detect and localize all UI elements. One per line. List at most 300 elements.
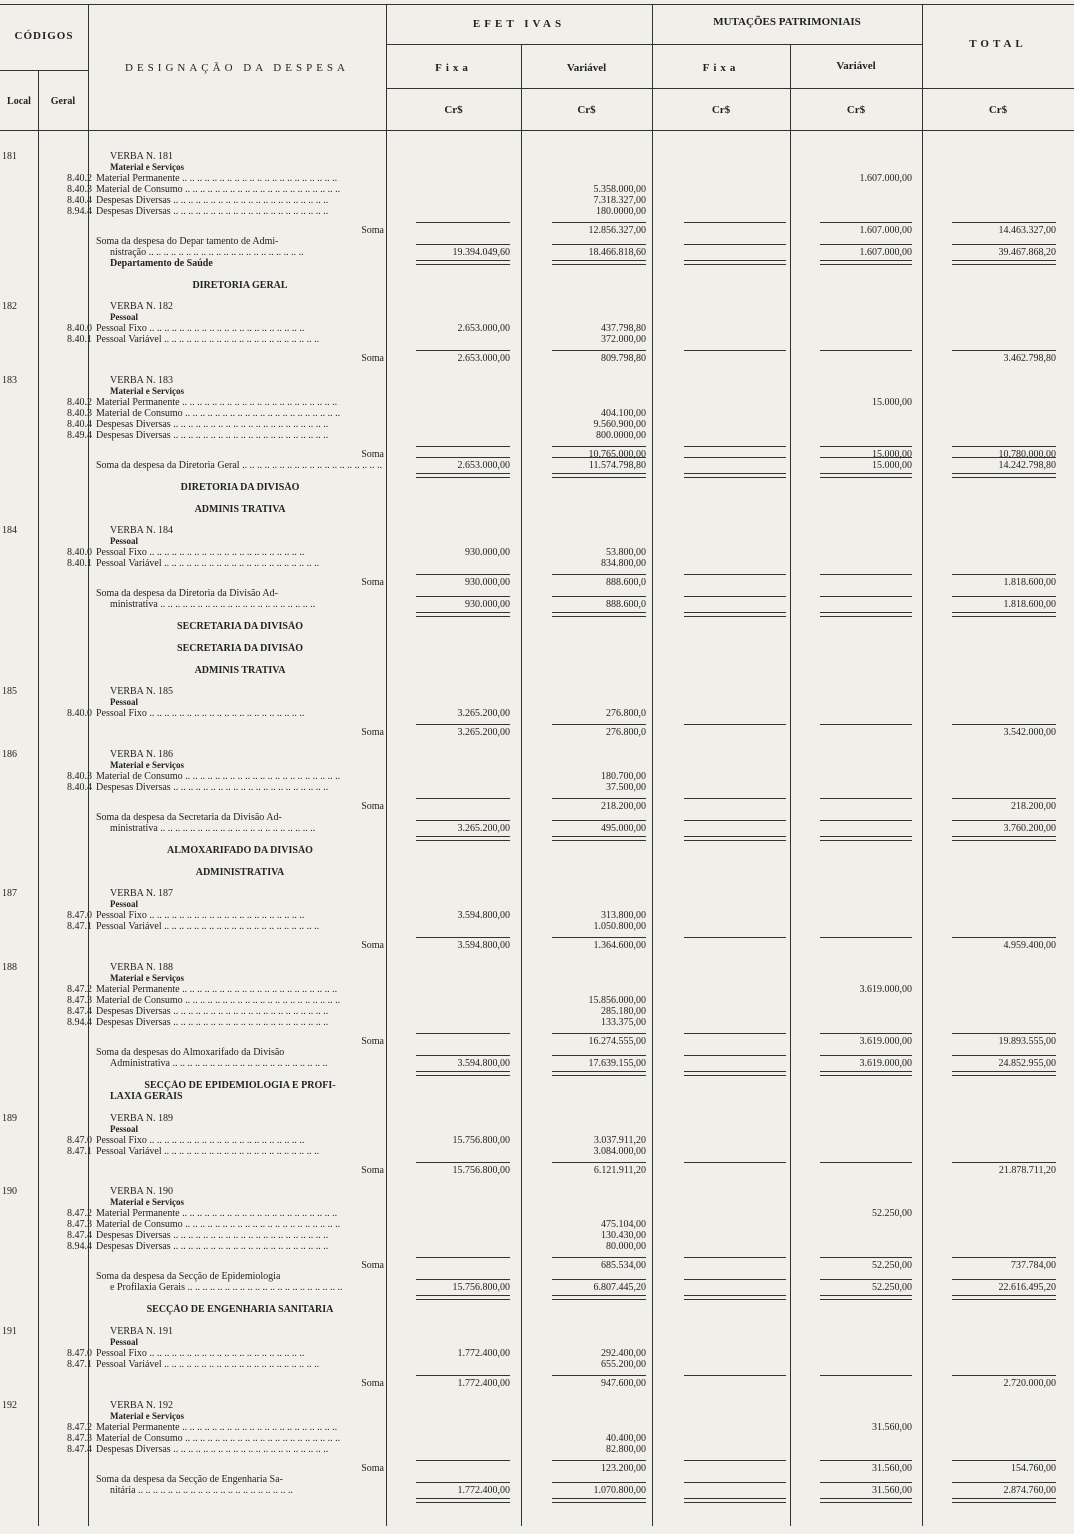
amount-c2: 1.364.600,00 (593, 940, 646, 951)
amount-c5: 19.893.555,00 (998, 1036, 1056, 1047)
sum-rule (952, 798, 1056, 799)
row-description: VERBA N. 185 (110, 686, 174, 697)
table-row (0, 599, 1074, 610)
row-description: Material e Serviços (110, 386, 184, 396)
row-description: DIRETORIA GERAL (192, 280, 288, 291)
table-row (0, 1091, 1074, 1102)
currency-c5: Cr$ (988, 104, 1008, 116)
table-row (0, 460, 1074, 471)
amount-c2: 285.180,00 (601, 1006, 646, 1017)
geral-code: 8.40.4 (67, 782, 92, 793)
row-description: Pessoal Fixo .. .. (96, 323, 384, 334)
amount-c2: 11.574.798,80 (588, 460, 646, 471)
table-row (0, 1036, 1074, 1047)
row-description: Soma (361, 449, 384, 460)
sum-rule (416, 1460, 510, 1461)
row-description: nistração .. .. (96, 247, 398, 258)
amount-c2: 180.0000,00 (596, 206, 646, 217)
sum-rule (820, 1460, 912, 1461)
geral-code: 8.40.2 (67, 397, 92, 408)
row-description: ministrativa .. .. (96, 599, 398, 610)
row-description: Soma (361, 353, 384, 364)
row-description: Material de Consumo .. .. (96, 408, 384, 419)
table-row (0, 375, 1074, 386)
amount-c4: 52.250,00 (872, 1260, 912, 1271)
amount-c4: 31.560,00 (872, 1485, 912, 1496)
row-description: VERBA N. 183 (110, 375, 174, 386)
sum-rule (684, 1257, 786, 1258)
amount-c1: 1.772.400,00 (457, 1348, 510, 1359)
row-description: Pessoal Fixo .. .. (96, 910, 384, 921)
geral-code: 8.40.1 (67, 558, 92, 569)
row-description: Soma da despesas do Almoxarifado da Divisão (96, 1047, 285, 1058)
row-description: Material de Consumo .. .. (96, 184, 384, 195)
row-description: Pessoal (110, 697, 138, 707)
amount-c2: 947.600,00 (601, 1378, 646, 1389)
amount-c2: 12.856.327,00 (588, 225, 646, 236)
amount-c2: 40.400,00 (606, 1433, 646, 1444)
sum-rule (416, 1055, 510, 1056)
table-row (0, 1260, 1074, 1271)
row-description: Material Permanente .. .. (96, 397, 384, 408)
sum-rule (952, 1460, 1056, 1461)
sum-rule (552, 574, 646, 575)
amount-c2: 18.466.818,60 (588, 247, 646, 258)
header-efetivas: EFET IVAS (472, 18, 566, 30)
local-code: 192 (2, 1400, 17, 1411)
total-rule (416, 1498, 510, 1503)
row-description: VERBA N. 187 (110, 888, 174, 899)
amount-c4: 3.619.000,00 (859, 1058, 912, 1069)
table-row (0, 301, 1074, 312)
geral-code: 8.40.1 (67, 334, 92, 345)
sum-rule (684, 1055, 786, 1056)
sum-rule (820, 446, 912, 447)
amount-c2: 180.700,00 (601, 771, 646, 782)
sum-rule (552, 1375, 646, 1376)
table-row (0, 1463, 1074, 1474)
row-description: Material e Serviços (110, 1411, 184, 1421)
sum-rule (416, 574, 510, 575)
row-description: Despesas Diversas .. .. (96, 1241, 384, 1252)
amount-c2: 218.200,00 (601, 801, 646, 812)
geral-code: 8.47.4 (67, 1006, 92, 1017)
table-row (0, 1444, 1074, 1455)
table-row (0, 419, 1074, 430)
table-row (0, 547, 1074, 558)
header-divider-codigos (0, 70, 88, 71)
row-description: Despesas Diversas .. .. (96, 1444, 384, 1455)
total-rule (416, 836, 510, 841)
geral-code: 8.47.1 (67, 921, 92, 932)
table-row (0, 449, 1074, 460)
amount-c2: 888.600,0 (606, 577, 646, 588)
row-description: VERBA N. 182 (110, 301, 174, 312)
amount-c2: 15.856.000,00 (588, 995, 646, 1006)
table-row (0, 258, 1074, 269)
sum-rule (952, 820, 1056, 821)
sum-rule (684, 446, 786, 447)
row-description: Despesas Diversas .. .. (96, 782, 384, 793)
local-code: 182 (2, 301, 17, 312)
row-description: VERBA N. 186 (110, 749, 174, 760)
amount-c1: 3.265.200,00 (457, 823, 510, 834)
amount-c2: 133.375,00 (601, 1017, 646, 1028)
total-rule (952, 1071, 1056, 1076)
sum-rule (552, 820, 646, 821)
amount-c2: 276.800,0 (606, 727, 646, 738)
table-row (0, 1474, 1074, 1485)
table-row (0, 1282, 1074, 1293)
geral-code: 8.94.4 (67, 1241, 92, 1252)
row-description: VERBA N. 184 (110, 525, 174, 536)
table-row (0, 1146, 1074, 1157)
sum-rule (552, 1482, 646, 1483)
sum-rule (684, 457, 786, 458)
row-description: Soma da despesa da Secção de Engenharia Sa- (96, 1474, 283, 1485)
table-row (0, 1337, 1074, 1348)
geral-code: 8.47.0 (67, 1135, 92, 1146)
sum-rule (952, 1162, 1056, 1163)
amount-c1: 2.653.000,00 (457, 460, 510, 471)
amount-c2: 372.000,00 (601, 334, 646, 345)
sum-rule (820, 937, 912, 938)
sum-rule (684, 1033, 786, 1034)
sum-rule (952, 1482, 1056, 1483)
top-border (0, 4, 1074, 5)
row-description: ministrativa .. .. (96, 823, 398, 834)
total-rule (416, 1071, 510, 1076)
amount-c2: 6.121.911,20 (593, 1165, 646, 1176)
header-variavel-mutacoes: Variável (836, 60, 876, 72)
amount-c2: 888.600,0 (606, 599, 646, 610)
amount-c2: 6.807.445,20 (593, 1282, 646, 1293)
table-row (0, 1017, 1074, 1028)
table-row (0, 280, 1074, 291)
total-rule (820, 836, 912, 841)
row-description: DIRETORIA DA DIVISÃO (180, 482, 300, 493)
table-row (0, 1271, 1074, 1282)
table-row (0, 577, 1074, 588)
total-rule (684, 1295, 786, 1300)
table-row (0, 353, 1074, 364)
sum-rule (416, 724, 510, 725)
total-rule (684, 612, 786, 617)
amount-c1: 930.000,00 (465, 599, 510, 610)
total-rule (820, 1071, 912, 1076)
row-description: Material de Consumo .. .. (96, 995, 384, 1006)
sum-rule (952, 574, 1056, 575)
table-row (0, 1165, 1074, 1176)
sum-rule (552, 798, 646, 799)
row-description: Pessoal Variável .. .. (96, 1146, 384, 1157)
sum-rule (684, 1375, 786, 1376)
amount-c1: 15.756.800,00 (452, 1165, 510, 1176)
row-description: Pessoal (110, 536, 138, 546)
local-code: 189 (2, 1113, 17, 1124)
amount-c1: 15.756.800,00 (452, 1135, 510, 1146)
table-row (0, 408, 1074, 419)
amount-c5: 4.959.400,00 (1003, 940, 1056, 951)
sum-rule (820, 1162, 912, 1163)
table-row (0, 1208, 1074, 1219)
table-row (0, 1304, 1074, 1315)
sum-rule (552, 1279, 646, 1280)
geral-code: 8.40.4 (67, 419, 92, 430)
row-description: Soma (361, 727, 384, 738)
table-row (0, 1047, 1074, 1058)
sum-rule (416, 1257, 510, 1258)
row-description: Despesas Diversas .. .. (96, 206, 384, 217)
amount-c2: 53.800,00 (606, 547, 646, 558)
currency-c1: Cr$ (444, 104, 463, 116)
geral-code: 8.40.2 (67, 173, 92, 184)
row-description: Material e Serviços (110, 1197, 184, 1207)
row-description: SECRETARIA DA DIVISÃO (177, 643, 303, 654)
geral-code: 8.47.2 (67, 1422, 92, 1433)
row-description: Soma da despesa da Diretoria da Divisão Ad- (96, 588, 278, 599)
amount-c2: 276.800,0 (606, 708, 646, 719)
geral-code: 8.40.4 (67, 195, 92, 206)
geral-code: 8.47.3 (67, 1219, 92, 1230)
total-rule (416, 612, 510, 617)
sum-rule (416, 446, 510, 447)
table-row (0, 1326, 1074, 1337)
amount-c4: 15.000,00 (872, 397, 912, 408)
table-row (0, 771, 1074, 782)
table-row (0, 1186, 1074, 1197)
total-rule (684, 836, 786, 841)
sum-rule (820, 1482, 912, 1483)
amount-c5: 3.760.200,00 (1003, 823, 1056, 834)
row-description: Soma da despesa da Diretoria Geral .. .. (96, 460, 384, 471)
amount-c2: 3.037.911,20 (593, 1135, 646, 1146)
table-row (0, 686, 1074, 697)
amount-c2: 17.639.155,00 (588, 1058, 646, 1069)
amount-c5: 14.242.798,80 (998, 460, 1056, 471)
table-row (0, 899, 1074, 910)
amount-c5: 10.780.000,00 (998, 449, 1056, 460)
geral-code: 8.49.4 (67, 430, 92, 441)
table-row (0, 1124, 1074, 1135)
row-description: Soma (361, 1378, 384, 1389)
row-description: VERBA N. 190 (110, 1186, 174, 1197)
sum-rule (684, 1460, 786, 1461)
row-description: Pessoal Fixo .. .. (96, 547, 384, 558)
sum-rule (552, 350, 646, 351)
geral-code: 8.94.4 (67, 1017, 92, 1028)
sum-rule (416, 820, 510, 821)
amount-c2: 5.358.000,00 (593, 184, 646, 195)
amount-c1: 3.594.800,00 (457, 910, 510, 921)
row-description: ADMINIS TRATIVA (194, 665, 286, 676)
row-description: Pessoal Fixo .. .. (96, 1135, 384, 1146)
row-description: Administrativa .. .. (96, 1058, 398, 1069)
sum-rule (820, 457, 912, 458)
amount-c2: 130.430,00 (601, 1230, 646, 1241)
table-row (0, 323, 1074, 334)
row-description: Despesas Diversas .. .. (96, 430, 384, 441)
sum-rule (820, 1033, 912, 1034)
total-rule (552, 1071, 646, 1076)
amount-c5: 737.784,00 (1011, 1260, 1056, 1271)
sum-rule (416, 222, 510, 223)
amount-c4: 15.000,00 (872, 449, 912, 460)
total-rule (552, 1295, 646, 1300)
total-rule (552, 836, 646, 841)
amount-c5: 1.818.600,00 (1003, 599, 1056, 610)
row-description: Soma (361, 577, 384, 588)
sum-rule (820, 574, 912, 575)
total-rule (820, 473, 912, 478)
total-rule (552, 1498, 646, 1503)
table-row (0, 973, 1074, 984)
row-description: Despesas Diversas .. .. (96, 1230, 384, 1241)
row-description: Material e Serviços (110, 973, 184, 983)
amount-c4: 31.560,00 (872, 1463, 912, 1474)
geral-code: 8.40.3 (67, 184, 92, 195)
total-rule (820, 1498, 912, 1503)
table-row (0, 1058, 1074, 1069)
amount-c4: 1.607.000,00 (859, 247, 912, 258)
sum-rule (952, 244, 1056, 245)
amount-c4: 1.607.000,00 (859, 225, 912, 236)
row-description: Material de Consumo .. .. (96, 1219, 384, 1230)
sum-rule (684, 222, 786, 223)
sum-rule (820, 350, 912, 351)
amount-c2: 685.534,00 (601, 1260, 646, 1271)
currency-c4: Cr$ (846, 104, 866, 116)
currency-c2: Cr$ (577, 104, 596, 116)
table-row (0, 536, 1074, 547)
amount-c2: 655.200,00 (601, 1359, 646, 1370)
amount-c2: 80.000,00 (606, 1241, 646, 1252)
row-description: Material Permanente .. .. (96, 1422, 384, 1433)
sum-rule (820, 596, 912, 597)
geral-code: 8.47.4 (67, 1230, 92, 1241)
amount-c2: 495.000,00 (601, 823, 646, 834)
row-description: LAXIA GERAIS (110, 1091, 183, 1102)
amount-c2: 292.400,00 (601, 1348, 646, 1359)
table-row (0, 845, 1074, 856)
total-rule (684, 1071, 786, 1076)
sum-rule (416, 596, 510, 597)
table-row (0, 1400, 1074, 1411)
amount-c2: 1.070.800,00 (593, 1485, 646, 1496)
amount-c5: 3.462.798,80 (1003, 353, 1056, 364)
row-description: VERBA N. 191 (110, 1326, 174, 1337)
geral-code: 8.47.3 (67, 1433, 92, 1444)
sum-rule (552, 937, 646, 938)
amount-c4: 31.560,00 (872, 1422, 912, 1433)
amount-c2: 809.798,80 (601, 353, 646, 364)
sum-rule (684, 1162, 786, 1163)
amount-c2: 37.500,00 (606, 782, 646, 793)
row-description: Material Permanente .. .. (96, 984, 384, 995)
row-description: SECRETARIA DA DIVISÃO (177, 621, 303, 632)
table-row (0, 643, 1074, 654)
sum-rule (820, 820, 912, 821)
row-description: ADMINISTRATIVA (195, 867, 285, 878)
amount-c2: 834.800,00 (601, 558, 646, 569)
local-code: 187 (2, 888, 17, 899)
header-divider-currency (386, 88, 1074, 89)
table-row (0, 697, 1074, 708)
table-row (0, 801, 1074, 812)
table-row (0, 708, 1074, 719)
table-row (0, 1359, 1074, 1370)
sum-rule (684, 724, 786, 725)
row-description: Departamento de Saúde (110, 258, 213, 269)
row-description: Material e Serviços (110, 760, 184, 770)
sum-rule (684, 937, 786, 938)
sum-rule (952, 457, 1056, 458)
table-row (0, 195, 1074, 206)
row-description: SECÇÃO DE EPIDEMIOLOGIA E PROFI- (144, 1080, 336, 1091)
amount-c4: 1.607.000,00 (859, 173, 912, 184)
table-row (0, 151, 1074, 162)
sum-rule (684, 596, 786, 597)
total-rule (820, 612, 912, 617)
header-codigos: CÓDIGOS (14, 30, 74, 42)
amount-c4: 15.000,00 (872, 460, 912, 471)
table-row (0, 173, 1074, 184)
row-description: ADMINIS TRATIVA (194, 504, 286, 515)
total-rule (952, 1498, 1056, 1503)
row-description: Pessoal Fixo .. .. (96, 708, 384, 719)
table-row (0, 995, 1074, 1006)
amount-c1: 15.756.800,00 (452, 1282, 510, 1293)
sum-rule (684, 820, 786, 821)
table-row (0, 1422, 1074, 1433)
sum-rule (952, 1033, 1056, 1034)
header-total: TOTAL (969, 38, 1027, 50)
geral-code: 8.40.0 (67, 323, 92, 334)
total-rule (684, 473, 786, 478)
row-description: Material de Consumo .. .. (96, 1433, 384, 1444)
sum-rule (820, 1257, 912, 1258)
sum-rule (820, 724, 912, 725)
row-description: Material de Consumo .. .. (96, 771, 384, 782)
sum-rule (416, 1162, 510, 1163)
sum-rule (952, 937, 1056, 938)
table-row (0, 940, 1074, 951)
total-rule (416, 1295, 510, 1300)
total-rule (952, 836, 1056, 841)
table-row (0, 867, 1074, 878)
amount-c2: 16.274.555,00 (588, 1036, 646, 1047)
local-code: 184 (2, 525, 17, 536)
sum-rule (820, 1375, 912, 1376)
row-description: Pessoal Variável .. .. (96, 921, 384, 932)
amount-c1: 19.394.049,60 (452, 247, 510, 258)
row-description: Pessoal (110, 1124, 138, 1134)
amount-c5: 3.542.000,00 (1003, 727, 1056, 738)
sum-rule (684, 1482, 786, 1483)
sum-rule (820, 798, 912, 799)
sum-rule (416, 798, 510, 799)
amount-c2: 800.0000,00 (596, 430, 646, 441)
table-row (0, 749, 1074, 760)
amount-c5: 39.467.868,20 (998, 247, 1056, 258)
sum-rule (952, 596, 1056, 597)
amount-c5: 218.200,00 (1011, 801, 1056, 812)
table-row (0, 312, 1074, 323)
amount-c2: 3.084.000,00 (593, 1146, 646, 1157)
amount-c4: 3.619.000,00 (859, 1036, 912, 1047)
row-description: Pessoal Variável .. .. (96, 334, 384, 345)
sum-rule (416, 1482, 510, 1483)
